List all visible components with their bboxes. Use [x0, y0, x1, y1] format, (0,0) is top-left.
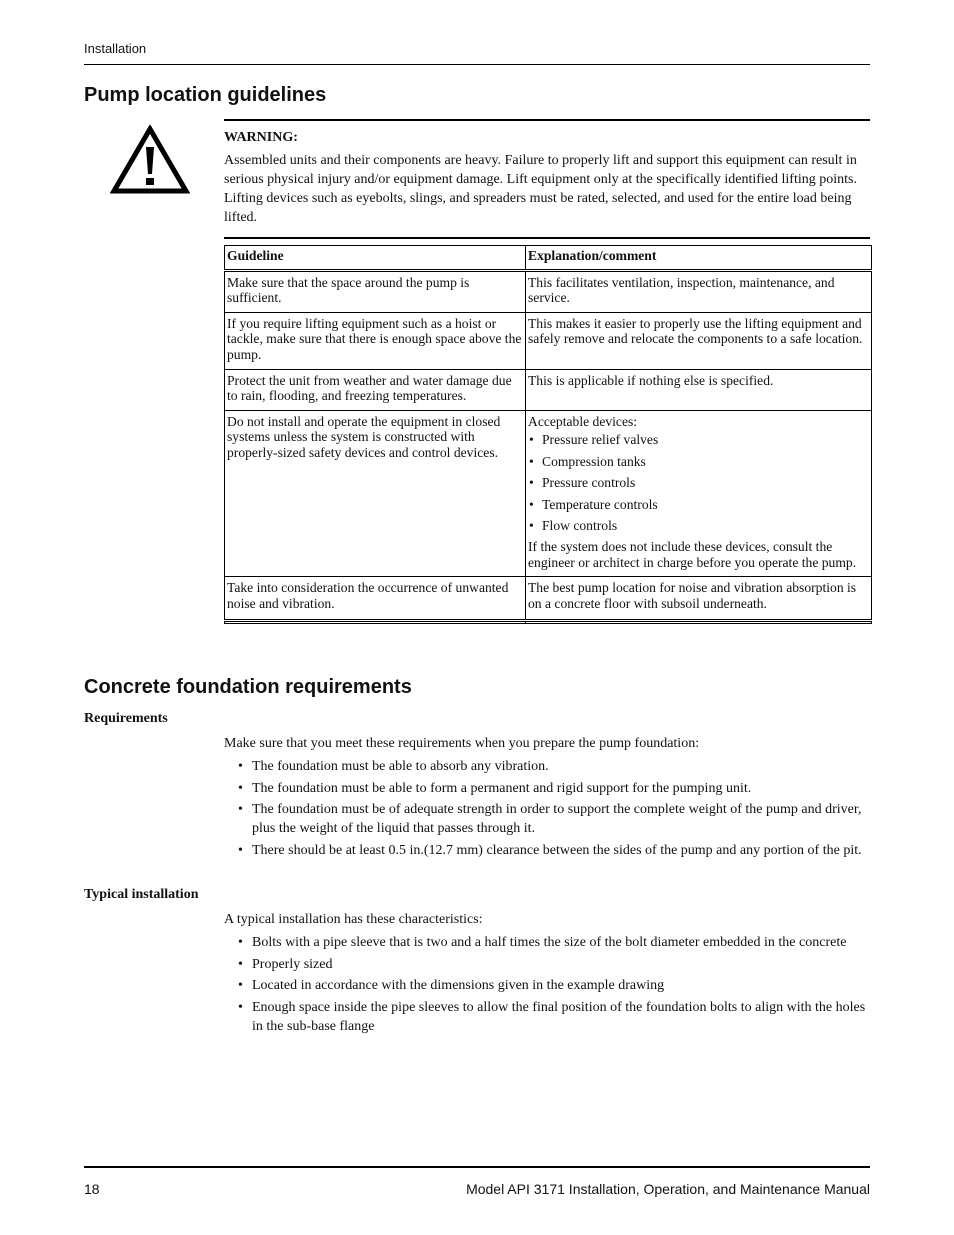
- manual-title: Model API 3171 Installation, Operation, and Maintenance Manual: [466, 1181, 870, 1197]
- table-row: [225, 369, 872, 410]
- list-item: • There should be at least 0.5 in.(12.7 mm) clearance between the sides of the pump and any portion of the pit.: [236, 841, 870, 860]
- table-row: [225, 312, 872, 369]
- explanation-intro: Acceptable devices:: [528, 413, 638, 429]
- list-item: • Enough space inside the pipe sleeves to allow the final position of the foundation bolts to align with the holes in the sub-base flange: [236, 998, 870, 1036]
- guidelines-table: [224, 245, 872, 624]
- column-header-guideline: Guideline: [225, 246, 526, 271]
- list-item: • Bolts with a pipe sleeve that is two and a half times the size of the bolt diameter embedded in the concrete: [236, 933, 870, 952]
- table-row: [225, 410, 872, 577]
- guideline-cell: If you require lifting equipment such as a hoist or tackle, make sure that there is enough space above the pump.: [225, 312, 526, 369]
- explanation-cell: This facilitates ventilation, inspection, maintenance, and service.: [526, 270, 872, 312]
- warning-label: WARNING:: [224, 130, 298, 145]
- warning-triangle-icon: [110, 125, 190, 195]
- warning-top-rule: [224, 119, 870, 121]
- explanation-cell: [526, 410, 872, 577]
- requirements-intro: Make sure that you meet these requirements when you prepare the pump foundation:: [224, 736, 700, 751]
- list-item: • The foundation must be able to absorb any vibration.: [236, 757, 870, 776]
- acceptable-devices-list: [528, 432, 869, 533]
- column-header-explanation: Explanation/comment: [526, 246, 872, 271]
- list-item: • Compression tanks: [528, 454, 869, 470]
- subheading-typical-installation: Typical installation: [84, 887, 199, 902]
- explanation-cell: This is applicable if nothing else is specified.: [526, 369, 872, 410]
- subheading-requirements: Requirements: [84, 711, 168, 726]
- list-item: • Pressure relief valves: [528, 432, 869, 448]
- running-header: Installation: [84, 41, 147, 56]
- explanation-outro: If the system does not include these devices, consult the engineer or architect in charge before you operate the pump.: [528, 539, 857, 570]
- list-item: • The foundation must be of adequate strength in order to support the complete weight of the pump and driver, plus the weight of the liquid that passes through it.: [236, 800, 870, 838]
- section-title-pump-location: Pump location guidelines: [84, 84, 327, 106]
- list-item: • Temperature controls: [528, 497, 869, 513]
- list-item: • Properly sized: [236, 955, 870, 974]
- list-item: • Pressure controls: [528, 475, 869, 491]
- explanation-cell: This makes it easier to properly use the lifting equipment and safely remove and relocate the components to a safe location.: [526, 312, 872, 369]
- guideline-cell: Make sure that the space around the pump is sufficient.: [225, 270, 526, 312]
- guideline-cell: Take into consideration the occurrence of unwanted noise and vibration.: [225, 577, 526, 620]
- table-row: [225, 577, 872, 620]
- table-row: [225, 270, 872, 312]
- section-title-concrete-foundation: Concrete foundation requirements: [84, 676, 412, 698]
- guideline-cell: Do not install and operate the equipment in closed systems unless the system is constructed with properly-sized safety devices and control devices.: [225, 410, 526, 577]
- header-rule: [84, 64, 870, 65]
- warning-bottom-rule: [224, 237, 870, 239]
- requirements-list: [236, 757, 870, 862]
- list-item: • Located in accordance with the dimensions given in the example drawing: [236, 976, 870, 995]
- list-item: • The foundation must be able to form a permanent and rigid support for the pumping unit.: [236, 779, 870, 798]
- table-end-row: [225, 620, 872, 623]
- footer-rule: [84, 1166, 870, 1168]
- page-number: 18: [84, 1181, 100, 1197]
- typical-intro: A typical installation has these characteristics:: [224, 912, 483, 927]
- explanation-cell: The best pump location for noise and vibration absorption is on a concrete floor with subsoil underneath.: [526, 577, 872, 620]
- typical-installation-list: [236, 933, 870, 1038]
- guideline-cell: Protect the unit from weather and water damage due to rain, flooding, and freezing temperatures.: [225, 369, 526, 410]
- table-header-row: [225, 246, 872, 271]
- warning-text: Assembled units and their components are heavy. Failure to properly lift and support this equipment can result in serious physical injury and/or equipment damage. Lift equipment only at the specifically identified lifting points. Lifting devices such as eyebolts, slings, and spreaders must be rated, selected, and used for the entire load being lifted.: [224, 153, 857, 225]
- list-item: • Flow controls: [528, 518, 869, 534]
